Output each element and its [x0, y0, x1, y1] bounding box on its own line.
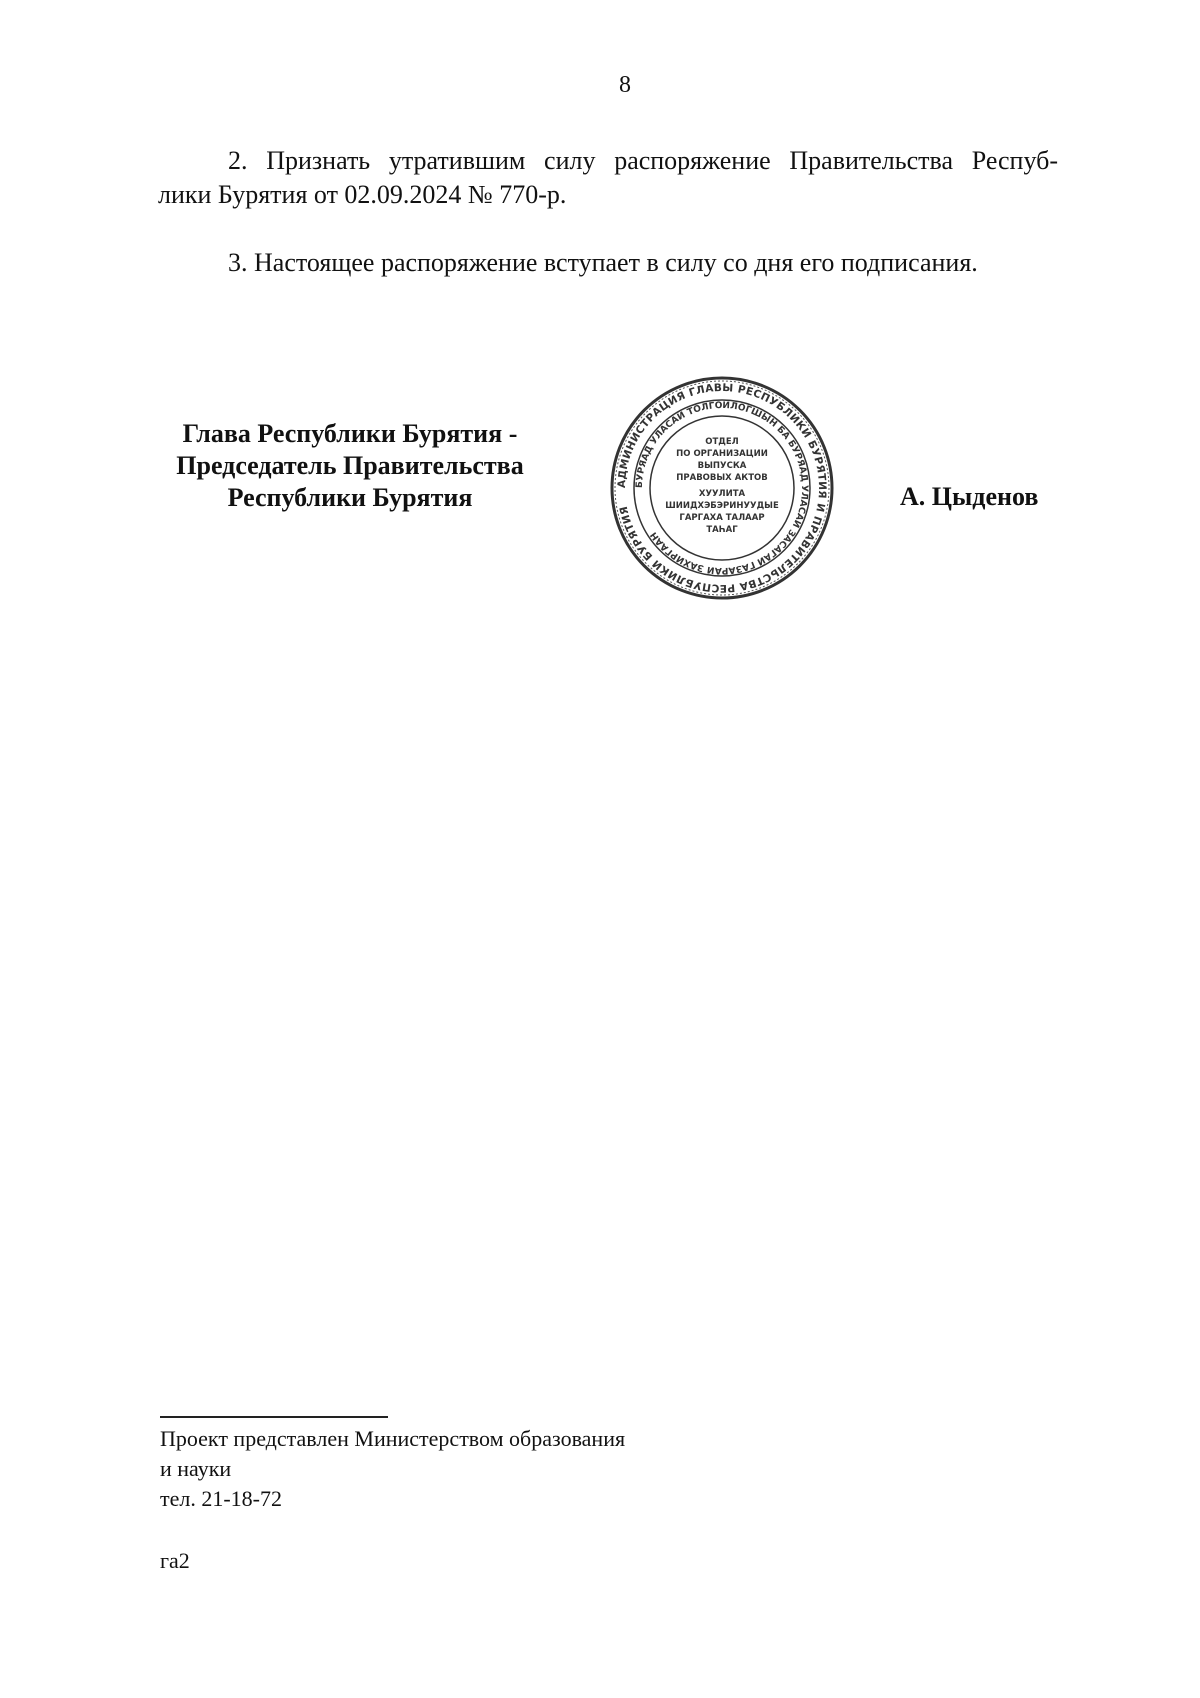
seal-outer-text: АДМИНИСТРАЦИЯ ГЛАВЫ РЕСПУБЛИКИ БУРЯТИЯ И ПРАВИТЕЛЬСТВА РЕСПУБЛИКИ БУРЯТИЯ: [615, 381, 829, 595]
signatory-name: А. Цыденов: [900, 482, 1039, 511]
seal-center-line: ШИИДХЭБЭРИНУУДЫЕ: [665, 501, 779, 511]
footnote-line-3: тел. 21-18-72: [160, 1486, 283, 1511]
footnote-line-1: Проект представлен Министерством образования: [160, 1426, 626, 1451]
signatory-title-line-2: Председатель Правительства: [176, 451, 524, 480]
svg-text:БУРЯАД УЛАСАЙ ТОЛГОЙЛОГШЫН БА: [635, 399, 809, 577]
svg-text:АДМИНИСТРАЦИЯ ГЛАВЫ РЕСПУБЛИКИ: [616, 382, 828, 594]
seal-center-line: ГАРГАХА ТАЛААР: [679, 513, 765, 523]
seal-center-line: ТАҺАГ: [706, 525, 738, 535]
signatory-title-line-1: Глава Республики Бурятия -: [182, 419, 518, 448]
document-code: га2: [160, 1548, 190, 1573]
page-number: 8: [619, 72, 631, 98]
seal-center-line: ПО ОРГАНИЗАЦИИ: [676, 449, 768, 459]
signatory-title-line-3: Республики Бурятия: [227, 483, 473, 512]
seal-center-line: ХУУЛИТА: [698, 489, 746, 499]
paragraph-2: [158, 144, 1058, 212]
paragraph-3: 3. Настоящее распоряжение вступает в силу со дня его подписания.: [228, 248, 978, 277]
seal-center-line: ВЫПУСКА: [697, 461, 747, 471]
signatory-title: [150, 418, 550, 514]
official-seal: [608, 374, 836, 602]
footnote: [160, 1424, 720, 1514]
seal-inner-text: БУРЯАД УЛАСАЙ ТОЛГОЙЛОГШЫН БА БУРЯАД УЛАСАЙ ЗАСАГАЙ ГАЗАРАЙ ЗАХИРГААН: [634, 400, 810, 576]
seal-center-line: ПРАВОВЫХ АКТОВ: [676, 473, 768, 483]
footnote-line-2: и науки: [160, 1456, 232, 1481]
paragraph-2-line-2: лики Бурятия от 02.09.2024 № 770-р.: [158, 180, 567, 209]
seal-center-line: ОТДЕЛ: [705, 437, 739, 447]
paragraph-2-line-1: 2. Признать утратившим силу распоряжение Правительства Респуб-: [228, 146, 1058, 175]
footnote-divider: [160, 1416, 388, 1418]
